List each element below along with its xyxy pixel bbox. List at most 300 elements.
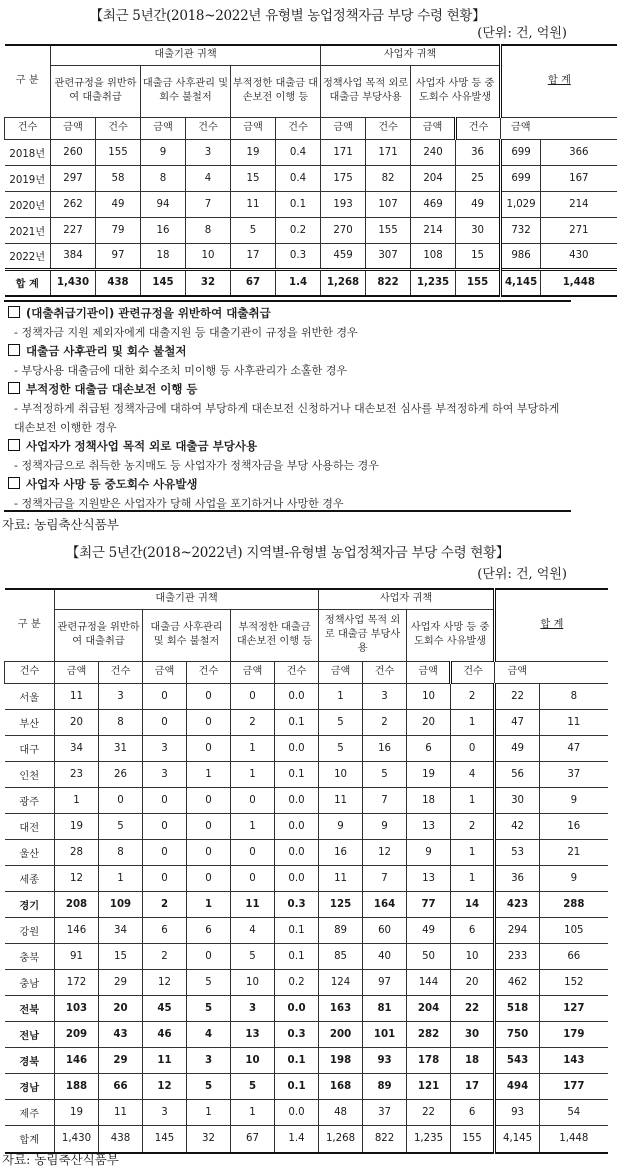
table-cell: 3 — [187, 1047, 231, 1073]
column-header-count: 건수 — [456, 117, 501, 139]
table-cell: 0 — [187, 735, 231, 761]
table-cell: 543 — [495, 1047, 540, 1073]
table-cell: 60 — [363, 917, 407, 943]
table-cell: 204 — [411, 165, 456, 191]
table2-group-lender: 대출기관 귀책 — [55, 589, 319, 609]
table-cell: 5 — [231, 217, 276, 243]
table-row — [5, 891, 608, 917]
table-row — [5, 839, 608, 865]
table-cell: 0.3 — [276, 243, 321, 269]
table-cell: 155 — [96, 139, 141, 165]
table-cell: 16 — [319, 839, 363, 865]
table-row — [5, 709, 608, 735]
table-cell: 0.1 — [275, 1073, 319, 1099]
table2-type3-header: 부적정한 대출금 대손보전 이행 등 — [231, 609, 319, 661]
total-cell: 4,145 — [495, 1125, 540, 1153]
total-cell: 67 — [231, 269, 276, 296]
table1-title: 【최근 5년간(2018~2022년 유형별 농업정책자금 부당 수령 현황】 — [89, 8, 486, 24]
table-cell: 53 — [495, 839, 540, 865]
table-cell: 0.0 — [275, 1099, 319, 1125]
table-cell: 0.4 — [276, 139, 321, 165]
table-cell: 16 — [363, 735, 407, 761]
table-cell: 699 — [501, 139, 541, 165]
table-cell: 11 — [143, 1047, 187, 1073]
table-cell: 193 — [321, 191, 366, 217]
column-header-count: 건수 — [276, 117, 321, 139]
table-row — [5, 139, 617, 165]
table-cell: 0.2 — [275, 969, 319, 995]
table-cell: 3 — [143, 761, 187, 787]
table-cell: 10 — [319, 761, 363, 787]
table-cell: 54 — [540, 1099, 608, 1125]
table-cell: 20 — [55, 709, 99, 735]
table-cell: 0.0 — [275, 865, 319, 891]
table-cell: 13 — [407, 865, 451, 891]
table-cell: 0 — [143, 683, 187, 709]
table-cell: 9 — [363, 813, 407, 839]
total-cell: 1,430 — [55, 1125, 99, 1153]
table-cell: 19 — [231, 139, 276, 165]
table-row — [5, 165, 617, 191]
table-cell: 200 — [319, 1021, 363, 1047]
row-label: 제주 — [5, 1099, 55, 1125]
total-cell: 32 — [187, 1125, 231, 1153]
table-cell: 30 — [456, 217, 501, 243]
table-cell: 109 — [99, 891, 143, 917]
note-heading: 부적정한 대출금 대손보전 이행 등 — [26, 382, 198, 396]
total-cell: 155 — [451, 1125, 495, 1153]
table-row — [5, 191, 617, 217]
table-cell: 0 — [143, 813, 187, 839]
row-label: 2018년 — [5, 139, 51, 165]
table-cell: 125 — [319, 891, 363, 917]
table-cell: 172 — [55, 969, 99, 995]
table-cell: 47 — [495, 709, 540, 735]
table-cell: 0.0 — [275, 839, 319, 865]
column-header-count: 건수 — [96, 117, 141, 139]
table-cell: 81 — [363, 995, 407, 1021]
row-label: 강원 — [5, 917, 55, 943]
table-cell: 188 — [55, 1073, 99, 1099]
table-cell: 1,029 — [501, 191, 541, 217]
table1-type5-header: 사업자 사망 등 중도회수 사유발생 — [411, 65, 501, 117]
table-cell: 58 — [96, 165, 141, 191]
row-label: 충북 — [5, 943, 55, 969]
table-cell: 2 — [143, 943, 187, 969]
table-cell: 2 — [363, 709, 407, 735]
table-cell: 144 — [407, 969, 451, 995]
table-row — [5, 735, 608, 761]
table-cell: 2 — [451, 683, 495, 709]
checkbox-square-icon — [8, 439, 20, 451]
table-cell: 146 — [55, 1047, 99, 1073]
table1-unit: (단위: 건, 억원) — [477, 26, 567, 41]
table-cell: 1 — [231, 761, 275, 787]
row-label: 2021년 — [5, 217, 51, 243]
table-cell: 0 — [231, 787, 275, 813]
table-cell: 233 — [495, 943, 540, 969]
table-cell: 18 — [141, 243, 186, 269]
column-header-count: 건수 — [186, 117, 231, 139]
table-cell: 8 — [99, 709, 143, 735]
table-cell: 7 — [186, 191, 231, 217]
table-cell: 384 — [51, 243, 96, 269]
table-cell: 1 — [451, 839, 495, 865]
table-cell: 82 — [366, 165, 411, 191]
table2-head — [5, 589, 608, 683]
total-cell: 145 — [141, 269, 186, 296]
table-cell: 1 — [451, 709, 495, 735]
table-row — [5, 1047, 608, 1073]
total-cell: 145 — [143, 1125, 187, 1153]
table-cell: 0 — [451, 735, 495, 761]
table-cell: 6 — [143, 917, 187, 943]
table-cell: 15 — [99, 943, 143, 969]
table-cell: 46 — [143, 1021, 187, 1047]
table-cell: 36 — [456, 139, 501, 165]
table-cell: 13 — [231, 1021, 275, 1047]
total-cell: 1.4 — [275, 1125, 319, 1153]
table-cell: 1 — [231, 813, 275, 839]
table-cell: 21 — [540, 839, 608, 865]
table-cell: 10 — [231, 969, 275, 995]
table1 — [4, 44, 617, 297]
checkbox-square-icon — [8, 477, 20, 489]
table-cell: 430 — [541, 243, 617, 269]
column-header-amount: 금액 — [231, 117, 276, 139]
table-cell: 19 — [55, 1099, 99, 1125]
table1-type2-header: 대출금 사후관리 및 회수 불철저 — [141, 65, 231, 117]
table2-total-header: 합 계 — [495, 589, 608, 661]
table-cell: 6 — [187, 917, 231, 943]
table-cell: 12 — [143, 1073, 187, 1099]
total-cell: 32 — [186, 269, 231, 296]
table-cell: 167 — [541, 165, 617, 191]
column-header-amount: 금액 — [231, 661, 275, 683]
table-cell: 0.1 — [275, 943, 319, 969]
table-cell: 3 — [143, 735, 187, 761]
table-cell: 26 — [99, 761, 143, 787]
column-header-amount: 금액 — [411, 117, 456, 139]
row-label: 서울 — [5, 683, 55, 709]
table-cell: 5 — [319, 709, 363, 735]
table-cell: 699 — [501, 165, 541, 191]
table1-group-lender: 대출기관 귀책 — [51, 45, 321, 65]
table-cell: 2 — [143, 891, 187, 917]
note-body: - 부당사용 대출금에 대한 회수조치 미이행 등 사후관리가 소홀한 경우 — [14, 364, 347, 377]
total-cell: 1,448 — [541, 269, 617, 296]
table-cell: 0.2 — [276, 217, 321, 243]
table-cell: 22 — [407, 1099, 451, 1125]
note-item — [8, 437, 567, 475]
table-cell: 0.1 — [275, 709, 319, 735]
table2-type1-header: 관련규정을 위반하여 대출취급 — [55, 609, 143, 661]
table-cell: 0 — [187, 839, 231, 865]
column-header-amount: 금액 — [495, 661, 540, 683]
table-cell: 10 — [231, 1047, 275, 1073]
table-cell: 5 — [231, 1073, 275, 1099]
table-cell: 93 — [495, 1099, 540, 1125]
table-cell: 11 — [55, 683, 99, 709]
table-cell: 3 — [186, 139, 231, 165]
total-cell: 1,430 — [51, 269, 96, 296]
table-cell: 1 — [231, 735, 275, 761]
checkbox-square-icon — [8, 382, 20, 394]
table-cell: 40 — [363, 943, 407, 969]
table2-type4-header: 정책사업 목적 외로 대출금 부당사용 — [319, 609, 407, 661]
table-cell: 209 — [55, 1021, 99, 1047]
checkbox-square-icon — [8, 344, 20, 356]
table-cell: 4 — [451, 761, 495, 787]
total-cell: 67 — [231, 1125, 275, 1153]
table-cell: 18 — [451, 1047, 495, 1073]
table-cell: 11 — [99, 1099, 143, 1125]
table-row — [5, 243, 617, 269]
table2-title: 【최근 5년간(2018~2022년) 지역별-유형별 농업정책자금 부당 수령 현황】 — [65, 545, 510, 561]
column-header-amount: 금액 — [501, 117, 541, 139]
table-cell: 204 — [407, 995, 451, 1021]
total-cell: 4,145 — [501, 269, 541, 296]
table-cell: 5 — [187, 1073, 231, 1099]
table-cell: 163 — [319, 995, 363, 1021]
table-cell: 6 — [451, 917, 495, 943]
table-cell: 17 — [451, 1073, 495, 1099]
table-cell: 12 — [143, 969, 187, 995]
source-note-2: 자료: 농림축산식품부 — [2, 1152, 119, 1167]
table-cell: 107 — [366, 191, 411, 217]
total-cell: 822 — [363, 1125, 407, 1153]
table2-type2-header: 대출금 사후관리 및 회수 불철저 — [143, 609, 231, 661]
table-cell: 11 — [319, 787, 363, 813]
table-cell: 127 — [540, 995, 608, 1021]
table-row — [5, 787, 608, 813]
table-cell: 11 — [540, 709, 608, 735]
table-cell: 0 — [99, 787, 143, 813]
table-cell: 0 — [187, 683, 231, 709]
table-cell: 11 — [231, 191, 276, 217]
table-cell: 66 — [540, 943, 608, 969]
table-cell: 14 — [451, 891, 495, 917]
table-cell: 56 — [495, 761, 540, 787]
table-cell: 9 — [141, 139, 186, 165]
table-cell: 12 — [55, 865, 99, 891]
table2-body — [5, 683, 608, 1153]
table-cell: 469 — [411, 191, 456, 217]
row-label: 경기 — [5, 891, 55, 917]
table-cell: 0.3 — [275, 1021, 319, 1047]
row-label: 대전 — [5, 813, 55, 839]
table2-unit: (단위: 건, 억원) — [477, 567, 567, 582]
column-header-count: 건수 — [99, 661, 143, 683]
table-cell: 22 — [451, 995, 495, 1021]
table-cell: 0.0 — [275, 995, 319, 1021]
note-heading: 사업자 사망 등 중도회수 사유발생 — [26, 477, 198, 491]
table-cell: 171 — [321, 139, 366, 165]
table-cell: 3 — [231, 995, 275, 1021]
table-cell: 12 — [363, 839, 407, 865]
table-cell: 270 — [321, 217, 366, 243]
total-row — [5, 269, 617, 296]
table-cell: 282 — [407, 1021, 451, 1047]
table-cell: 1 — [319, 683, 363, 709]
table-cell: 0.3 — [275, 891, 319, 917]
total-cell: 822 — [366, 269, 411, 296]
table-cell: 124 — [319, 969, 363, 995]
table-cell: 28 — [55, 839, 99, 865]
table-cell: 66 — [99, 1073, 143, 1099]
table-cell: 1 — [187, 1099, 231, 1125]
table-cell: 214 — [411, 217, 456, 243]
table-cell: 0 — [231, 865, 275, 891]
table-cell: 13 — [407, 813, 451, 839]
total-row — [5, 1125, 608, 1153]
table-cell: 0 — [143, 839, 187, 865]
table-cell: 19 — [407, 761, 451, 787]
table-cell: 77 — [407, 891, 451, 917]
table-cell: 29 — [99, 1047, 143, 1073]
table-cell: 0 — [231, 683, 275, 709]
row-label: 세종 — [5, 865, 55, 891]
table-cell: 0 — [143, 787, 187, 813]
table-cell: 20 — [407, 709, 451, 735]
table-cell: 175 — [321, 165, 366, 191]
table-cell: 47 — [540, 735, 608, 761]
table-cell: 29 — [99, 969, 143, 995]
table-cell: 10 — [186, 243, 231, 269]
table2-row-header: 구 분 — [5, 589, 55, 661]
table-cell: 9 — [407, 839, 451, 865]
table-cell: 89 — [319, 917, 363, 943]
table-cell: 10 — [451, 943, 495, 969]
table-cell: 0.4 — [276, 165, 321, 191]
column-header-amount: 금액 — [407, 661, 451, 683]
table-cell: 208 — [55, 891, 99, 917]
table-cell: 4 — [186, 165, 231, 191]
table-cell: 5 — [99, 813, 143, 839]
table-cell: 17 — [231, 243, 276, 269]
table-cell: 0 — [143, 865, 187, 891]
table-cell: 94 — [141, 191, 186, 217]
table-cell: 85 — [319, 943, 363, 969]
table-cell: 366 — [541, 139, 617, 165]
row-label: 인천 — [5, 761, 55, 787]
table-cell: 0.0 — [275, 735, 319, 761]
table-row — [5, 969, 608, 995]
total-cell: 1,235 — [407, 1125, 451, 1153]
table-cell: 19 — [55, 813, 99, 839]
table-cell: 1 — [99, 865, 143, 891]
table-cell: 7 — [363, 787, 407, 813]
table-cell: 8 — [99, 839, 143, 865]
column-header-count: 건수 — [366, 117, 411, 139]
total-row-label: 합 계 — [5, 269, 51, 296]
table-cell: 9 — [319, 813, 363, 839]
table-cell: 5 — [187, 995, 231, 1021]
table-cell: 198 — [319, 1047, 363, 1073]
table-cell: 18 — [407, 787, 451, 813]
table-row — [5, 917, 608, 943]
table-cell: 9 — [540, 787, 608, 813]
table-cell: 0 — [143, 709, 187, 735]
table-cell: 2 — [231, 709, 275, 735]
column-header-amount: 금액 — [55, 661, 99, 683]
table-cell: 459 — [321, 243, 366, 269]
row-label: 대구 — [5, 735, 55, 761]
table-cell: 518 — [495, 995, 540, 1021]
table-cell: 108 — [411, 243, 456, 269]
note-item — [8, 475, 567, 513]
table-cell: 146 — [55, 917, 99, 943]
total-cell: 438 — [96, 269, 141, 296]
table-cell: 6 — [407, 735, 451, 761]
table-cell: 22 — [495, 683, 540, 709]
table-cell: 89 — [363, 1073, 407, 1099]
column-header-amount: 금액 — [321, 117, 366, 139]
table-row — [5, 217, 617, 243]
table-cell: 0.1 — [275, 761, 319, 787]
note-heading: 대출금 사후관리 및 회수 불철저 — [26, 344, 187, 358]
table-cell: 15 — [456, 243, 501, 269]
table-cell: 3 — [363, 683, 407, 709]
table-cell: 91 — [55, 943, 99, 969]
table1-type3-header: 부적정한 대출금 대손보전 이행 등 — [231, 65, 321, 117]
table-row — [5, 1073, 608, 1099]
table-cell: 20 — [99, 995, 143, 1021]
table-cell: 178 — [407, 1047, 451, 1073]
row-label: 2020년 — [5, 191, 51, 217]
table-cell: 164 — [363, 891, 407, 917]
total-row-label: 합계 — [5, 1125, 55, 1153]
table-row — [5, 761, 608, 787]
table-cell: 143 — [540, 1047, 608, 1073]
table1-group-business: 사업자 귀책 — [321, 45, 501, 65]
table-cell: 8 — [540, 683, 608, 709]
source-note-1: 자료: 농림축산식품부 — [2, 517, 119, 532]
total-cell: 1,268 — [319, 1125, 363, 1153]
table-cell: 262 — [51, 191, 96, 217]
table-cell: 155 — [366, 217, 411, 243]
table-cell: 171 — [366, 139, 411, 165]
total-cell: 1,268 — [321, 269, 366, 296]
table1-total-header: 합 계 — [501, 45, 617, 117]
table-row — [5, 683, 608, 709]
table-cell: 5 — [187, 969, 231, 995]
notes-box — [4, 300, 571, 512]
table-cell: 11 — [319, 865, 363, 891]
total-cell: 1.4 — [276, 269, 321, 296]
note-item — [8, 342, 567, 380]
table-cell: 5 — [363, 761, 407, 787]
table-row — [5, 1021, 608, 1047]
table-cell: 105 — [540, 917, 608, 943]
checkbox-square-icon — [8, 306, 20, 318]
table2-type5-header: 사업자 사망 등 중도회수 사유발생 — [407, 609, 495, 661]
table-cell: 288 — [540, 891, 608, 917]
table-cell: 23 — [55, 761, 99, 787]
column-header-count: 건수 — [5, 661, 55, 683]
column-header-amount: 금액 — [143, 661, 187, 683]
table-cell: 49 — [96, 191, 141, 217]
table-cell: 462 — [495, 969, 540, 995]
note-heading: 사업자가 정책사업 목적 외로 대출금 부당사용 — [26, 439, 258, 453]
table-cell: 48 — [319, 1099, 363, 1125]
table1-body — [5, 139, 617, 296]
table-cell: 30 — [451, 1021, 495, 1047]
table-cell: 152 — [540, 969, 608, 995]
table-cell: 0.0 — [275, 787, 319, 813]
table-cell: 49 — [495, 735, 540, 761]
table-cell: 34 — [55, 735, 99, 761]
